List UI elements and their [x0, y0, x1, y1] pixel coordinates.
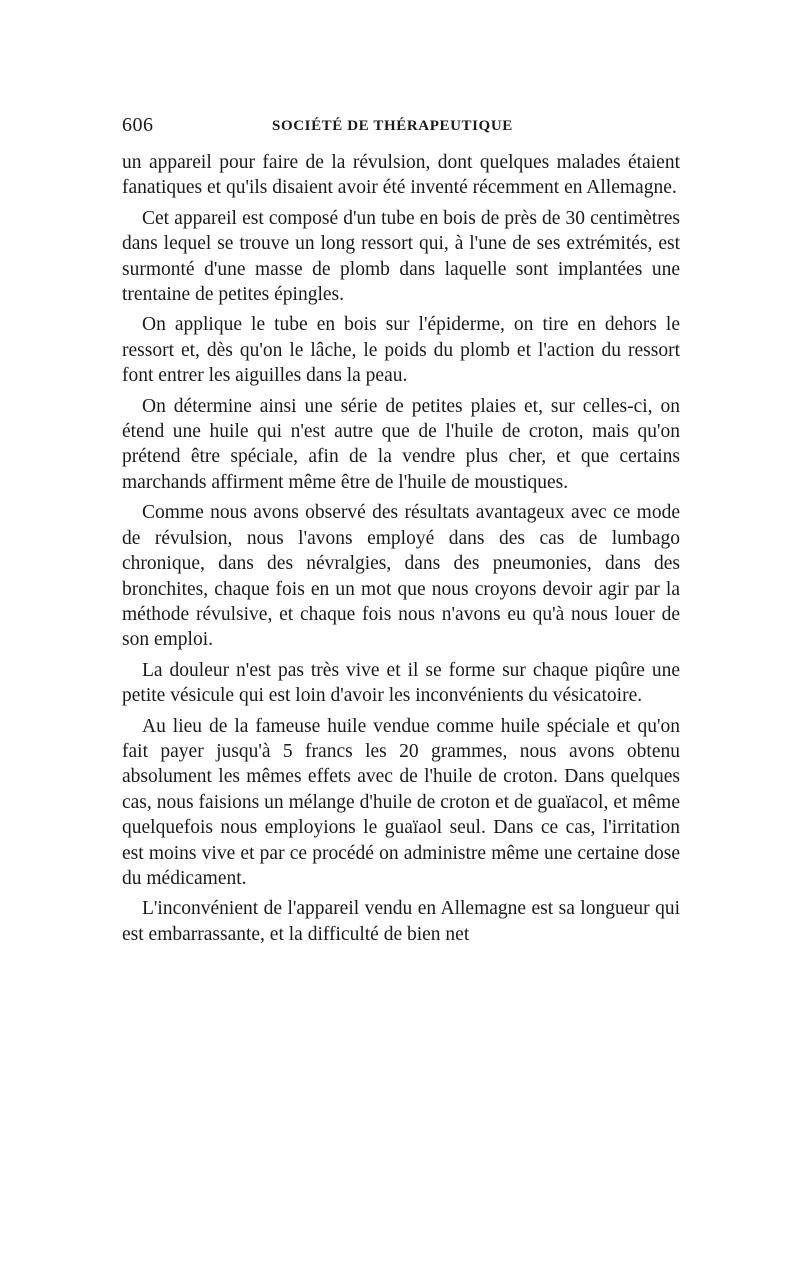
paragraph: On détermine ainsi une série de petites plaies et, sur celles-ci, on étend une huile qui n'est autre que de l'huile de croton, mais qu'on prétend être spéciale, afin de la vendre plus cher, et que certains marchands affirment même être de l'huile de moustiques.	[122, 395, 680, 493]
paragraph: On applique le tube en bois sur l'épiderme, on tire en dehors le ressort et, dès qu'on le lâche, le poids du plomb et l'action du ressort font entrer les aiguilles dans la peau.	[122, 314, 680, 387]
page-number: 606	[122, 114, 154, 136]
page-header	[122, 110, 680, 144]
paragraph: Cet appareil est composé d'un tube en bois de près de 30 centimètres dans lequel se trouve un long ressort qui, à l'une de ses extrémités, est surmonté d'une masse de plomb dans laquelle sont implantées une trentaine de petites épingles.	[122, 207, 680, 306]
running-title: SOCIÉTÉ DE THÉRAPEUTIQUE	[272, 118, 513, 134]
body-text	[122, 150, 680, 952]
paragraph: La douleur n'est pas très vive et il se forme sur chaque piqûre une petite vésicule qui est loin d'avoir les inconvénients du vésicatoire.	[122, 659, 680, 707]
paragraph: Comme nous avons observé des résultats avantageux avec ce mode de révulsion, nous l'avons employé dans des cas de lumbago chronique, dans des névralgies, dans des pneumonies, dans des bronchites, chaque fois en un mot que nous croyons devoir agir par la méthode révulsive, et chaque fois nous n'avons eu qu'à nous louer de son emploi.	[122, 502, 680, 651]
paragraph: Au lieu de la fameuse huile vendue comme huile spéciale et qu'on fait payer jusqu'à 5 francs les 20 grammes, nous avons obtenu absolument les mêmes effets avec de l'huile de croton. Dans quelques cas, nous faisions un mélange d'huile de croton et de guaïacol, et même quelquefois nous employions le guaïaol seul. Dans ce cas, l'irritation est moins vive et par ce procédé on administre même une certaine dose du médicament.	[122, 715, 680, 889]
paragraph: L'inconvénient de l'appareil vendu en Allemagne est sa longueur qui est embarrassante, et la difficulté de bien net	[122, 898, 680, 945]
paragraph-continuation: un appareil pour faire de la révulsion, dont quelques malades étaient fanatiques et qu'ils disaient avoir été inventé récemment en Allemagne.	[122, 152, 680, 199]
